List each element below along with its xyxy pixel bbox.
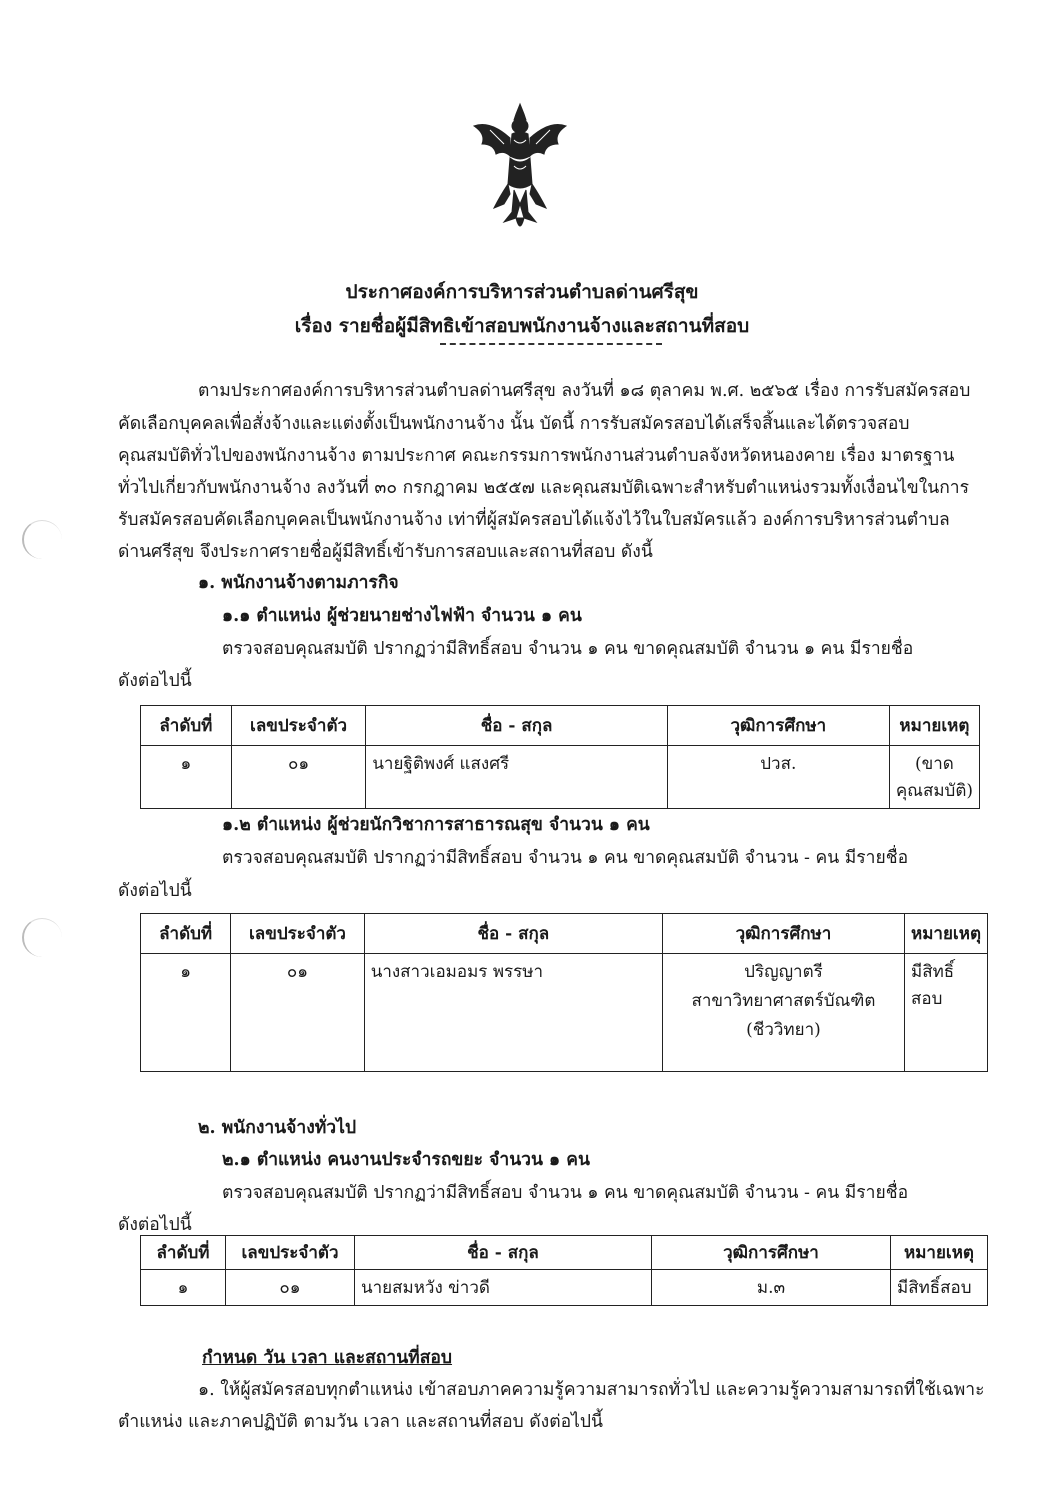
intro-line: ทั่วไปเกี่ยวกับพนักงานจ้าง ลงวันที่ ๓๐ กรกฎาคม ๒๕๕๗ และคุณสมบัติเฉพาะสำหรับตำแหน่งรวมทั้งเงื่อนไขในการ [118, 478, 970, 498]
qualification-note-cont: ดังต่อไปนี้ [118, 1215, 192, 1235]
qualification-note-cont: ดังต่อไปนี้ [118, 671, 192, 691]
col-id: เลขประจำตัว [231, 914, 364, 954]
col-edu: วุฒิการศึกษา [662, 914, 904, 954]
col-name: ชื่อ - สกุล [366, 706, 668, 746]
cell-edu: ม.๓ [652, 1270, 891, 1306]
cell-name: นางสาวเอมอมร พรรษา [364, 954, 662, 1072]
cell-id: ๐๑ [231, 954, 364, 1072]
col-remark: หมายเหตุ [889, 706, 979, 746]
hole-punch-mark [22, 918, 62, 957]
qualification-note-cont: ดังต่อไปนี้ [118, 881, 192, 901]
col-no: ลำดับที่ [141, 706, 232, 746]
col-name: ชื่อ - สกุล [364, 914, 662, 954]
intro-line: คุณสมบัติทั่วไปของพนักงานจ้าง ตามประกาศ คณะกรรมการพนักงานส่วนตำบลจังหวัดหนองคาย เรื่อง มาตรฐาน [118, 446, 955, 466]
candidate-table [140, 1235, 988, 1306]
table-row [141, 1270, 988, 1306]
candidate-table [140, 705, 980, 809]
announcement-subject: เรื่อง รายชื่อผู้มีสิทธิเข้าสอบพนักงานจ้างและสถานที่สอบ [294, 315, 750, 337]
col-id: เลขประจำตัว [231, 706, 366, 746]
col-edu: วุฒิการศึกษา [652, 1236, 891, 1270]
cell-no: ๑ [141, 954, 231, 1072]
qualification-note: ตรวจสอบคุณสมบัติ ปรากฏว่ามีสิทธิ์สอบ จำนวน ๑ คน ขาดคุณสมบัติ จำนวน ๑ คน มีรายชื่อ [222, 639, 914, 659]
qualification-note: ตรวจสอบคุณสมบัติ ปรากฏว่ามีสิทธิ์สอบ จำนวน ๑ คน ขาดคุณสมบัติ จำนวน - คน มีรายชื่อ [222, 1183, 909, 1203]
col-no: ลำดับที่ [141, 914, 231, 954]
section-heading: ๑. พนักงานจ้างตามภารกิจ [198, 573, 399, 593]
qualification-note: ตรวจสอบคุณสมบัติ ปรากฏว่ามีสิทธิ์สอบ จำนวน ๑ คน ขาดคุณสมบัติ จำนวน - คน มีรายชื่อ [222, 848, 909, 868]
schedule-line: ๑. ให้ผู้สมัครสอบทุกตำแหน่ง เข้าสอบภาคความรู้ความสามารถทั่วไป และความรู้ความสามารถที่ใช้เฉพาะ [198, 1380, 985, 1400]
cell-name: นายสมหวัง ข่าวดี [355, 1270, 652, 1306]
cell-remark: (ขาดคุณสมบัติ) [889, 746, 979, 809]
cell-edu [662, 954, 904, 1072]
cell-id: ๐๑ [226, 1270, 355, 1306]
table-row [141, 746, 980, 809]
edu-degree: ปริญญาตรี [744, 962, 823, 982]
cell-no: ๑ [141, 1270, 226, 1306]
col-name: ชื่อ - สกุล [355, 1236, 652, 1270]
col-id: เลขประจำตัว [226, 1236, 355, 1270]
position-heading: ๒.๑ ตำแหน่ง คนงานประจำรถขยะ จำนวน ๑ คน [222, 1150, 590, 1170]
intro-line: ด่านศรีสุข จึงประกาศรายชื่อผู้มีสิทธิ์เข้ารับการสอบและสถานที่สอบ ดังนี้ [118, 542, 653, 562]
title-divider [440, 343, 662, 345]
cell-remark: มีสิทธิ์สอบ [891, 1270, 988, 1306]
cell-edu: ปวส. [667, 746, 889, 809]
intro-line: คัดเลือกบุคคลเพื่อสั่งจ้างและแต่งตั้งเป็นพนักงานจ้าง นั้น บัดนี้ การรับสมัครสอบได้เสร็จสิ้นและได้ตรวจสอบ [118, 414, 910, 434]
table-row [141, 954, 988, 1072]
col-edu: วุฒิการศึกษา [667, 706, 889, 746]
cell-remark: มีสิทธิ์สอบ [905, 954, 988, 1072]
position-heading: ๑.๒ ตำแหน่ง ผู้ช่วยนักวิชาการสาธารณสุข จำนวน ๑ คน [222, 815, 650, 835]
garuda-emblem-icon [470, 100, 570, 236]
cell-name: นายฐิติพงศ์ แสงศรี [366, 746, 668, 809]
cell-no: ๑ [141, 746, 232, 809]
schedule-heading: กำหนด วัน เวลา และสถานที่สอบ [202, 1348, 453, 1368]
col-remark: หมายเหตุ [891, 1236, 988, 1270]
col-remark: หมายเหตุ [905, 914, 988, 954]
intro-line: รับสมัครสอบคัดเลือกบุคคลเป็นพนักงานจ้าง เท่าที่ผู้สมัครสอบได้แจ้งไว้ในใบสมัครแล้ว องค์การบริหารส่วนตำบล [118, 510, 950, 530]
intro-line: ตามประกาศองค์การบริหารส่วนตำบลด่านศรีสุข ลงวันที่ ๑๘ ตุลาคม พ.ศ. ๒๕๖๕ เรื่อง การรับสมัครสอบ [198, 381, 971, 401]
announcement-title: ประกาศองค์การบริหารส่วนตำบลด่านศรีสุข [345, 281, 699, 303]
schedule-line: ตำแหน่ง และภาคปฏิบัติ ตามวัน เวลา และสถานที่สอบ ดังต่อไปนี้ [118, 1412, 603, 1432]
col-no: ลำดับที่ [141, 1236, 226, 1270]
edu-major: สาขาวิทยาศาสตร์บัณฑิต [691, 991, 876, 1011]
section-heading: ๒. พนักงานจ้างทั่วไป [198, 1118, 357, 1138]
candidate-table [140, 913, 988, 1072]
position-heading: ๑.๑ ตำแหน่ง ผู้ช่วยนายช่างไฟฟ้า จำนวน ๑ คน [222, 606, 582, 626]
hole-punch-mark [22, 520, 62, 559]
edu-field: (ชีววิทยา) [746, 1020, 821, 1040]
cell-id: ๐๑ [231, 746, 366, 809]
